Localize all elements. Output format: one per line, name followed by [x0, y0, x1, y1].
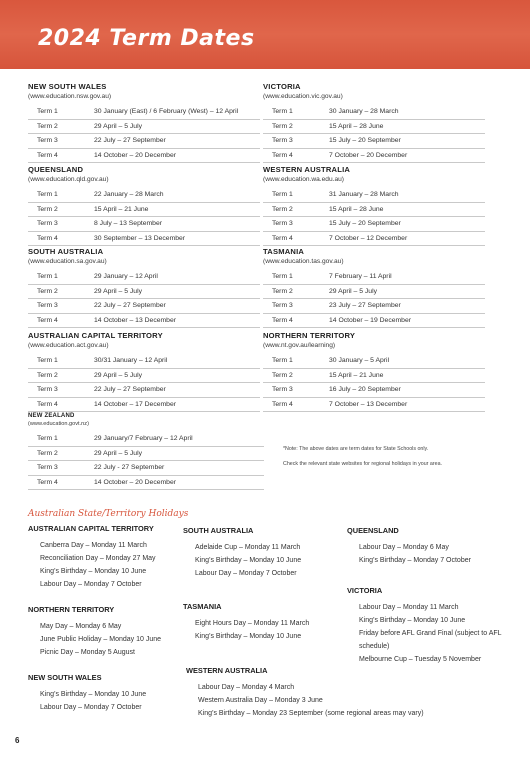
holiday-item: Labour Day – Monday 7 October — [40, 704, 142, 711]
term-label: Term 2 — [37, 371, 58, 379]
holiday-block-sa — [183, 526, 301, 580]
holiday-state-name: SOUTH AUSTRALIA — [183, 526, 254, 535]
holiday-block-act — [28, 524, 156, 591]
note-line-2: Check the relevant state websites for regional holidays in your area. — [283, 461, 442, 467]
term-row — [263, 203, 485, 218]
holiday-state-name: AUSTRALIAN CAPITAL TERRITORY — [28, 524, 154, 533]
term-dates: 7 October – 20 December — [329, 151, 408, 159]
term-label: Term 1 — [272, 273, 293, 280]
state-url: (www.nt.gov.au/learning) — [263, 342, 336, 349]
term-dates: 30 September – 13 December — [94, 234, 186, 242]
term-label: Term 2 — [272, 205, 293, 213]
holiday-item: Picnic Day – Monday 5 August — [40, 649, 135, 656]
state-block-nsw — [28, 82, 260, 163]
state-url: (www.education.govt.nz) — [28, 421, 89, 427]
term-dates: 15 April – 28 June — [329, 122, 384, 130]
holiday-item: Eight Hours Day – Monday 11 March — [195, 620, 310, 627]
term-row — [28, 105, 260, 120]
state-name: SOUTH AUSTRALIA — [28, 247, 104, 256]
term-row — [263, 120, 485, 135]
state-name: TASMANIA — [263, 247, 305, 256]
term-row — [263, 105, 485, 120]
term-label: Term 1 — [37, 191, 58, 198]
holiday-item: Labour Day – Monday 7 October — [195, 570, 297, 577]
term-label: Term 3 — [37, 137, 58, 144]
term-dates: 23 July – 27 September — [329, 302, 401, 309]
term-label: Term 1 — [272, 191, 293, 198]
term-label: Term 3 — [272, 137, 293, 144]
term-dates: 29 April – 5 July — [94, 122, 142, 130]
term-dates: 22 July – 27 September — [94, 302, 166, 309]
term-dates: 7 October – 12 December — [329, 234, 408, 242]
term-row — [263, 369, 485, 384]
term-label: Term 2 — [272, 287, 293, 295]
term-label: Term 4 — [272, 316, 293, 324]
term-row — [28, 270, 260, 285]
holidays-heading: Australian State/Territory Holidays — [28, 509, 189, 519]
term-row — [28, 398, 260, 413]
term-label: Term 3 — [272, 386, 293, 393]
term-label: Term 1 — [37, 357, 58, 364]
state-name: NORTHERN TERRITORY — [263, 331, 356, 340]
term-row — [263, 270, 485, 285]
term-label: Term 2 — [37, 122, 58, 130]
term-label: Term 3 — [272, 220, 293, 227]
holiday-item: Melbourne Cup – Tuesday 5 November — [359, 656, 482, 663]
state-block-nz — [28, 413, 264, 490]
term-label: Term 1 — [37, 435, 58, 442]
holiday-item: King’s Birthday – Monday 10 June — [359, 617, 466, 624]
holiday-item: June Public Holiday – Monday 10 June — [40, 636, 162, 643]
term-dates: 30 January (East) / 6 February (West) – 12 April — [94, 108, 239, 115]
state-block-nt — [263, 331, 485, 412]
term-label: Term 1 — [37, 108, 58, 115]
state-url: (www.education.act.gov.au) — [28, 342, 109, 349]
holiday-item: May Day – Monday 6 May — [40, 623, 122, 630]
term-label: Term 4 — [272, 400, 293, 408]
holiday-item: King’s Birthday – Monday 23 September (some regional areas may vary) — [198, 710, 424, 717]
term-label: Term 4 — [37, 400, 58, 408]
term-label: Term 3 — [37, 302, 58, 309]
term-row — [263, 134, 485, 149]
state-name: NEW ZEALAND — [28, 413, 75, 419]
term-dates: 15 April – 28 June — [329, 205, 384, 213]
term-dates: 7 February – 11 April — [329, 273, 392, 280]
term-dates: 22 July - 27 September — [94, 464, 165, 471]
term-row — [263, 354, 485, 369]
holiday-state-name: WESTERN AUSTRALIA — [186, 666, 268, 675]
term-dates: 14 October – 19 December — [329, 316, 411, 324]
holiday-item: King’s Birthday – Monday 10 June — [195, 557, 302, 564]
state-url: (www.education.wa.edu.au) — [263, 176, 345, 183]
page-number: 6 — [15, 736, 20, 745]
term-dates: 31 January – 28 March — [329, 191, 399, 198]
term-dates: 22 July – 27 September — [94, 386, 166, 393]
header-banner — [0, 0, 530, 69]
holiday-item: Adelaide Cup – Monday 11 March — [195, 544, 301, 551]
term-row — [263, 398, 485, 413]
term-dates: 29 April – 5 July — [329, 287, 377, 295]
term-label: Term 3 — [37, 386, 58, 393]
state-url: (www.education.sa.gov.au) — [28, 258, 107, 265]
holiday-state-name: NORTHERN TERRITORY — [28, 605, 115, 614]
term-label: Term 4 — [272, 234, 293, 242]
holiday-item: Labour Day – Monday 4 March — [198, 684, 295, 691]
term-row — [28, 134, 260, 149]
term-row — [28, 217, 260, 232]
state-block-sa — [28, 247, 260, 328]
term-row — [28, 447, 264, 462]
term-dates: 14 October – 17 December — [94, 400, 176, 408]
term-label: Term 1 — [272, 108, 293, 115]
term-dates: 15 April – 21 June — [94, 205, 149, 213]
holiday-block-qld — [347, 526, 512, 567]
state-name: WESTERN AUSTRALIA — [263, 165, 351, 174]
term-dates: 22 July – 27 September — [94, 137, 166, 144]
term-row — [28, 432, 264, 447]
state-url: (www.education.vic.gov.au) — [263, 93, 343, 100]
term-label: Term 4 — [272, 151, 293, 159]
term-label: Term 2 — [37, 287, 58, 295]
page-title: 2024 Term Dates — [38, 26, 255, 51]
state-name: AUSTRALIAN CAPITAL TERRITORY — [28, 331, 163, 340]
term-label: Term 1 — [272, 357, 293, 364]
state-block-act — [28, 331, 260, 412]
term-dates: 7 October – 13 December — [329, 400, 408, 408]
term-row — [263, 383, 485, 398]
state-name: QUEENSLAND — [28, 165, 84, 174]
term-row — [263, 314, 485, 329]
holiday-block-vic — [347, 586, 512, 666]
term-dates: 29 January/7 February – 12 April — [94, 435, 193, 442]
holiday-item: King’s Birthday – Monday 10 June — [40, 691, 147, 698]
holiday-block-nsw — [28, 673, 146, 714]
holiday-state-name: QUEENSLAND — [347, 526, 399, 535]
note-line-1: *Note: The above dates are term dates for State Schools only. — [283, 446, 429, 452]
term-row — [28, 461, 264, 476]
state-url: (www.education.nsw.gov.au) — [28, 93, 112, 100]
state-block-qld — [28, 165, 260, 246]
term-label: Term 4 — [37, 151, 58, 159]
term-dates: 30 January – 28 March — [329, 108, 399, 115]
term-dates: 14 October – 20 December — [94, 151, 176, 159]
state-block-vic — [263, 82, 485, 163]
term-row — [28, 120, 260, 135]
term-label: Term 2 — [37, 449, 58, 457]
term-dates: 15 July – 20 September — [329, 137, 401, 144]
term-dates: 16 July – 20 September — [329, 386, 401, 393]
holiday-item: King’s Birthday – Monday 10 June — [195, 633, 302, 640]
term-row — [28, 476, 264, 491]
holiday-item: Canberra Day – Monday 11 March — [40, 542, 147, 549]
term-dates: 15 July – 20 September — [329, 220, 401, 227]
term-label: Term 3 — [37, 464, 58, 471]
term-row — [263, 299, 485, 314]
term-row — [263, 285, 485, 300]
term-label: Term 4 — [37, 478, 58, 486]
term-label: Term 1 — [37, 273, 58, 280]
term-label: Term 2 — [37, 205, 58, 213]
state-url: (www.education.tas.gov.au) — [263, 258, 344, 265]
holiday-state-name: TASMANIA — [183, 602, 222, 611]
term-dates: 29 January – 12 April — [94, 273, 158, 280]
term-dates: 22 January – 28 March — [94, 191, 164, 198]
term-dates: 29 April – 5 July — [94, 449, 142, 457]
holiday-item: Friday before AFL Grand Final (subject to AFL schedule) — [359, 630, 502, 650]
holiday-item: Western Australia Day – Monday 3 June — [198, 697, 323, 704]
term-dates: 30 January – 5 April — [329, 357, 390, 364]
term-label: Term 2 — [272, 122, 293, 130]
holiday-block-tas — [183, 602, 309, 643]
term-row — [263, 149, 485, 164]
term-dates: 30/31 January – 12 April — [94, 357, 168, 364]
state-name: VICTORIA — [263, 82, 301, 91]
holiday-item: Labour Day – Monday 11 March — [359, 604, 459, 611]
holiday-item: King’s Birthday – Monday 10 June — [40, 568, 147, 575]
term-row — [28, 354, 260, 369]
term-label: Term 4 — [37, 316, 58, 324]
holiday-block-wa — [186, 666, 424, 720]
term-row — [28, 285, 260, 300]
term-row — [263, 188, 485, 203]
term-row — [28, 299, 260, 314]
holiday-block-nt — [28, 605, 161, 659]
holiday-item: Labour Day – Monday 6 May — [359, 544, 449, 551]
term-dates: 14 October – 20 December — [94, 478, 176, 486]
term-dates: 15 April – 21 June — [329, 371, 384, 379]
term-label: Term 2 — [272, 371, 293, 379]
state-block-wa — [263, 165, 485, 246]
term-row — [28, 369, 260, 384]
term-row — [263, 217, 485, 232]
holiday-item: Labour Day – Monday 7 October — [40, 581, 142, 588]
term-row — [28, 149, 260, 164]
state-name: NEW SOUTH WALES — [28, 82, 107, 91]
term-row — [28, 383, 260, 398]
term-dates: 14 October – 13 December — [94, 316, 176, 324]
term-row — [28, 232, 260, 247]
holiday-state-name: NEW SOUTH WALES — [28, 673, 102, 682]
holiday-item: Reconciliation Day – Monday 27 May — [40, 555, 156, 562]
term-dates: 29 April – 5 July — [94, 371, 142, 379]
term-label: Term 3 — [37, 220, 58, 227]
term-row — [28, 188, 260, 203]
term-row — [28, 314, 260, 329]
term-dates: 29 April – 5 July — [94, 287, 142, 295]
term-row — [263, 232, 485, 247]
holiday-state-name: VICTORIA — [347, 586, 383, 595]
state-block-tas — [263, 247, 485, 328]
term-row — [28, 203, 260, 218]
term-label: Term 4 — [37, 234, 58, 242]
holiday-item: King’s Birthday – Monday 7 October — [359, 557, 471, 564]
term-label: Term 3 — [272, 302, 293, 309]
term-dates: 8 July – 13 September — [94, 220, 163, 227]
state-url: (www.education.qld.gov.au) — [28, 176, 109, 183]
